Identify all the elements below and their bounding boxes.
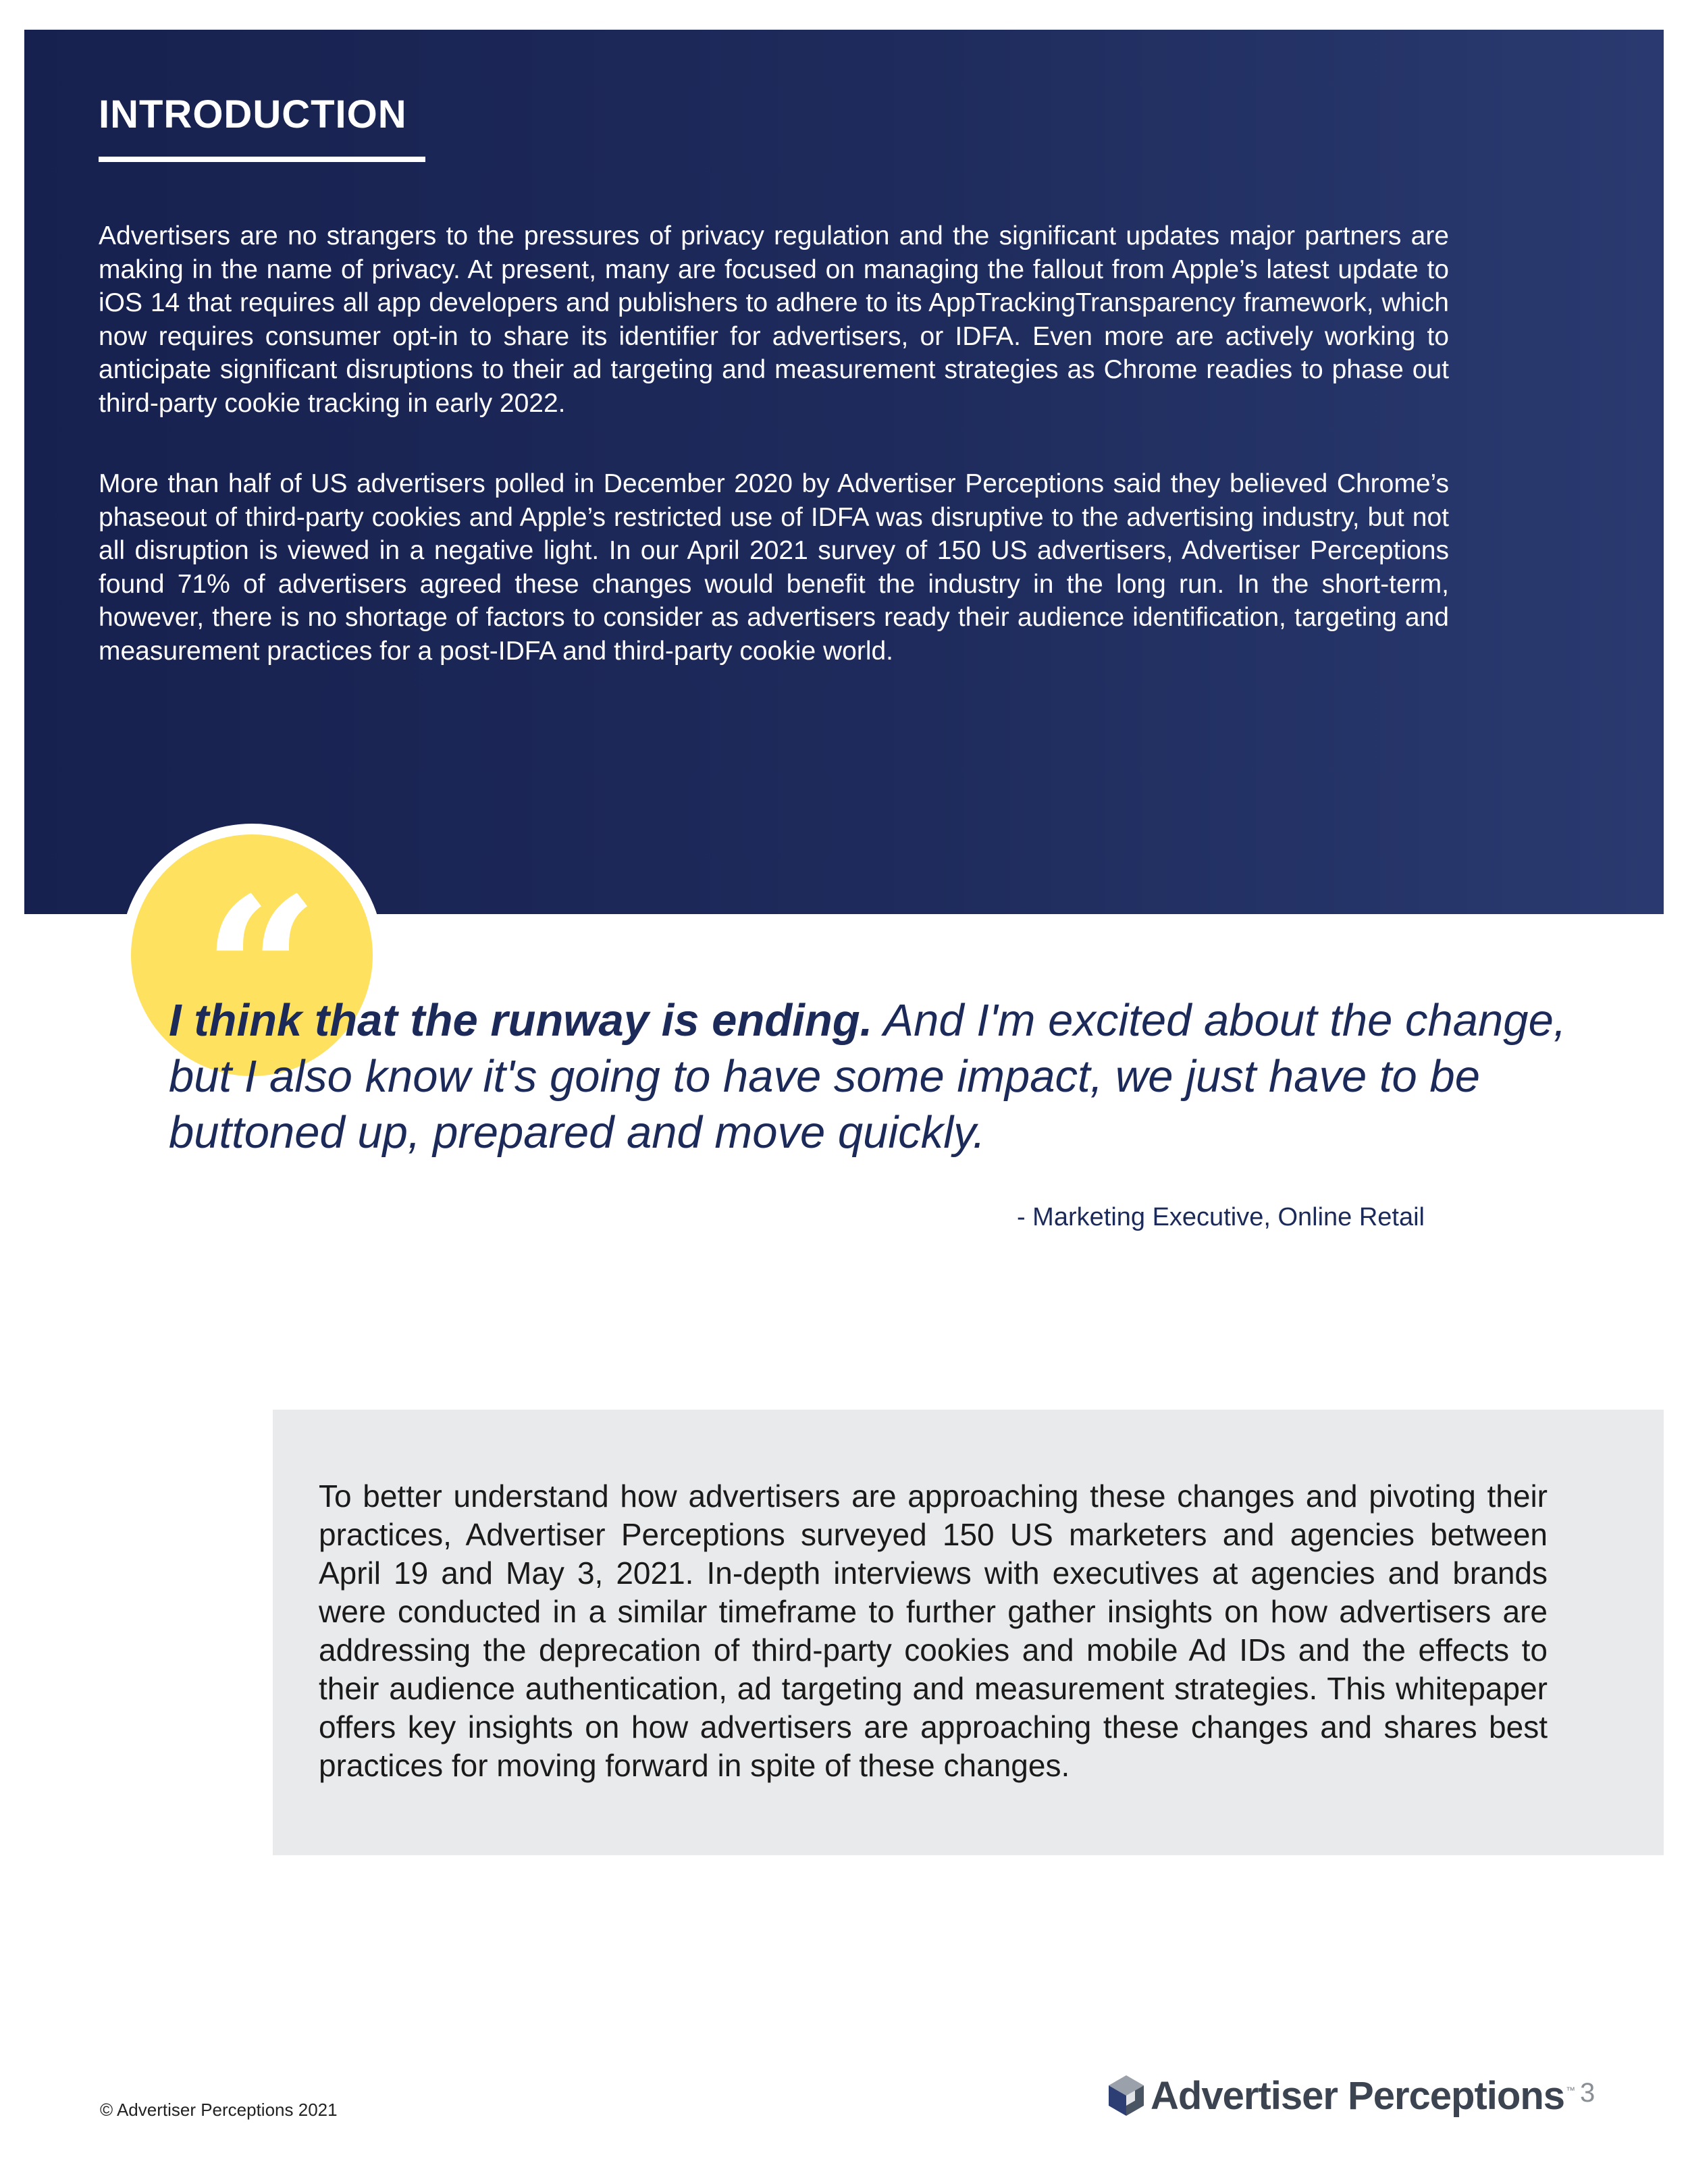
intro-paragraph-1: Advertisers are no strangers to the pressures of privacy regulation and the significant updates major partners are making in the name of privacy. At present, many are focused on managing the fallout from Apple’s latest update to iOS 14 that requires all app developers and publishers to adhere to its AppTrackingTransparency framework, which now requires consumer opt-in to share its identifier for advertisers, or IDFA. Even more are actively working to anticipate significant disruptions to their ad targeting and measurement strategies as Chrome readies to phase out third-party cookie tracking in early 2022. [99,221,1449,418]
quote-icon: “ [203,853,319,1091]
pull-quote-body: And I'm excited about the change, but I also know it's going to have some impact, we just have to be buttoned up, prepared and move quickly. [169,995,1566,1158]
intro-paragraph-2: More than half of US advertisers polled in December 2020 by Advertiser Perceptions said they believed Chrome’s phaseout of third-party cookies and Apple’s restricted use of IDFA was disruptive to the advertising industry, but not all disruption is viewed in a negative light. In our April 2021 survey of 150 US advertisers, Advertiser Perceptions found 71% of advertisers agreed these changes would benefit the industry in the long run. In the short-term, however, there is no shortage of factors to consider as advertisers ready their audience identification, targeting and measurement practices for a post-IDFA and third-party cookie world. [99,469,1449,666]
cube-icon [1107,2074,1145,2117]
quote-attribution: - Marketing Executive, Online Retail [1016,1203,1425,1231]
footer-copyright: © Advertiser Perceptions 2021 [100,2100,338,2120]
heading-underline [99,157,425,162]
advertiser-perceptions-logo [1107,2071,1575,2120]
methodology-text: To better understand how advertisers are approaching these changes and pivoting their practices, Advertiser Perceptions surveyed 150 US marketers and agencies between April 19 and May 3, 2021. In-depth interviews with executives at agencies and brands were conducted in a similar timeframe to further gather insights on how advertisers are addressing the deprecation of third-party cookies and mobile Ad IDs and the effects to their audience authentication, ad targeting and measurement strategies. This whitepaper offers key insights on how advertisers are approaching these changes and shares best practices for moving forward in spite of these changes. [319,1479,1548,1783]
logo-wordmark: Advertiser Perceptions [1151,2073,1565,2118]
logo-trademark: ™ [1566,2085,1576,2096]
page-number: 3 [1580,2078,1595,2108]
pull-quote-emphasis: I think that the runway is ending. [169,995,873,1046]
intro-heading: INTRODUCTION [99,92,407,136]
pull-quote [169,992,1573,1161]
